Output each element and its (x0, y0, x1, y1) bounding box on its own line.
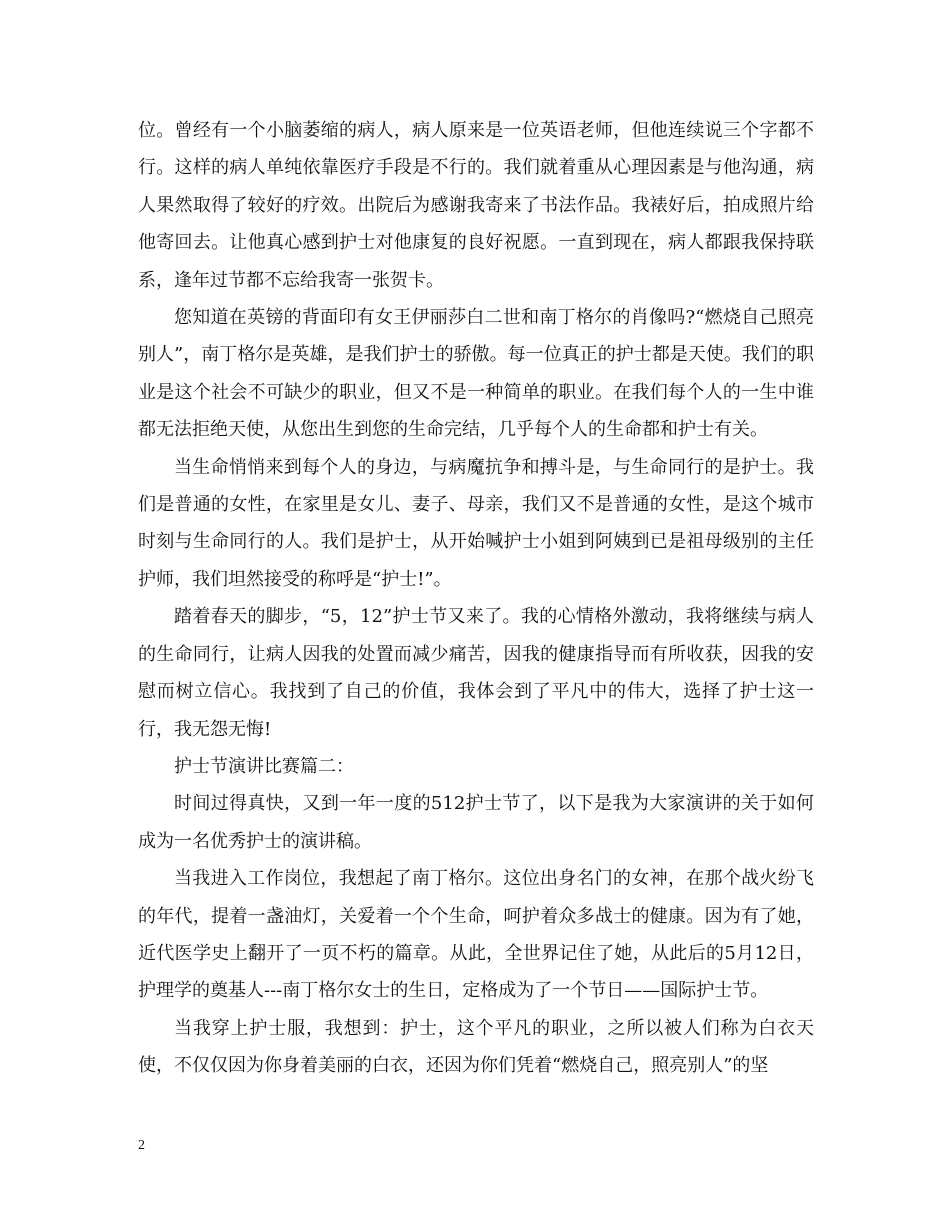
paragraph: 时间过得真快，又到一年一度的512护士节了，以下是我为大家演讲的关于如何成为一名优秀护士的演讲稿。 (138, 793, 814, 852)
paragraph: 踏着春天的脚步，“5，12”护士节又来了。我的心情格外激动，我将继续与病人的生命同行，让病人因我的处置而减少痛苦，因我的健康指导而有所收获，因我的安慰而树立信心。我找到了自己的价值，我体会到了平凡中的伟大，选择了护士这一行，我无怨无悔! (138, 606, 814, 740)
paragraph: 当生命悄悄来到每个人的身边，与病魔抗争和搏斗是，与生命同行的是护士。我们是普通的女性，在家里是女儿、妻子、母亲，我们又不是普通的女性，是这个城市时刻与生命同行的人。我们是护士，从开始喊护士小姐到阿姨到已是祖母级别的主任护师，我们坦然接受的称呼是“护士!”。 (138, 456, 814, 590)
page-number: 2 (138, 1138, 145, 1153)
document-body (138, 112, 814, 1085)
section-heading: 护士节演讲比赛篇二： (174, 755, 354, 777)
paragraph: 当我进入工作岗位，我想起了南丁格尔。这位出身名门的女神，在那个战火纷飞的年代，提着一盏油灯，关爱着一个个生命，呵护着众多战士的健康。因为有了她，近代医学史上翻开了一页不朽的篇章。从此，全世界记住了她，从此后的5月12日，护理学的奠基人---南丁格尔女士的生日，定格成为了一个节日——国际护士节。 (138, 868, 814, 1002)
paragraph: 当我穿上护士服，我想到：护士，这个平凡的职业，之所以被人们称为白衣天使，不仅仅因为你身着美丽的白衣，还因为你们凭着“燃烧自己，照亮别人”的坚 (138, 1017, 814, 1077)
paragraph: 您知道在英镑的背面印有女王伊丽莎白二世和南丁格尔的肖像吗?“燃烧自己照亮别人”，南丁格尔是英雄，是我们护士的骄傲。每一位真正的护士都是天使。我们的职业是这个社会不可缺少的职业，但又不是一种简单的职业。在我们每个人的一生中谁都无法拒绝天使，从您出生到您的生命完结，几乎每个人的生命都和护士有关。 (138, 307, 814, 441)
paragraph-continued: 位。曾经有一个小脑萎缩的病人，病人原来是一位英语老师，但他连续说三个字都不行。这样的病人单纯依靠医疗手段是不行的。我们就着重从心理因素是与他沟通，病人果然取得了较好的疗效。出院后为感谢我寄来了书法作品。我裱好后，拍成照片给他寄回去。让他真心感到护士对他康复的良好祝愿。一直到现在，病人都跟我保持联系，逢年过节都不忘给我寄一张贺卡。 (138, 120, 814, 291)
